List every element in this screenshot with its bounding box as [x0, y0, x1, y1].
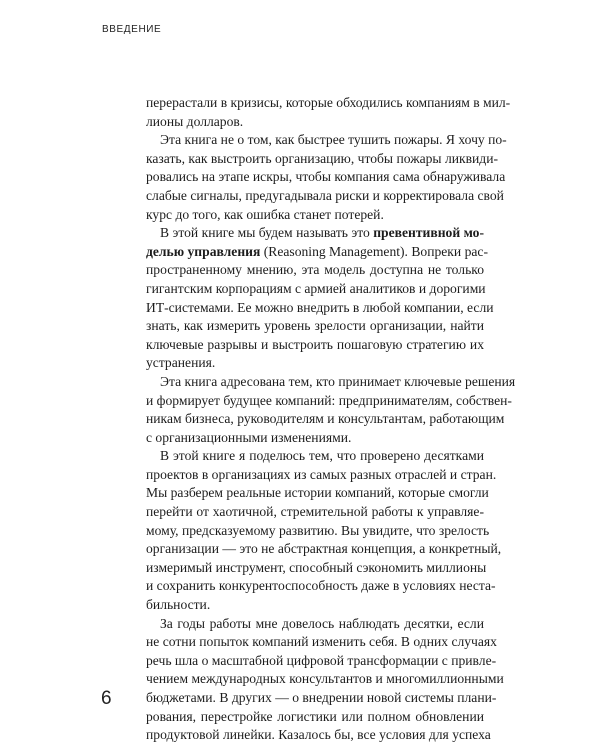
text-line — [146, 224, 484, 243]
text-run: (Reasoning Management). Вопреки рас- — [260, 243, 488, 259]
text-line: слабые сигналы, предугадывала риски и корректировала свой — [146, 187, 504, 203]
text-line: курс до того, как ошибка станет потерей. — [146, 206, 384, 222]
text-line: никам бизнеса, руководителям и консультантам, работающим — [146, 411, 505, 427]
text-line — [146, 243, 488, 262]
paragraph — [146, 131, 507, 224]
text-line: Мы разберем реальные истории компаний, которые смогли — [146, 485, 489, 501]
bold-term: превентивной мо- — [373, 225, 484, 241]
text-line: бильности. — [146, 597, 211, 613]
text-line: ИТ-системами. Ее можно внедрить в любой компании, если — [146, 299, 494, 315]
text-line: Эта книга не о том, как быстрее тушить пожары. Я хочу по- — [160, 132, 507, 148]
text-line: и формирует будущее компаний: предпринимателям, собствен- — [146, 392, 512, 408]
text-line: речь шла о масштабной цифровой трансформации с привле- — [146, 652, 497, 668]
paragraph — [146, 615, 504, 745]
text-line: и сохранить конкурентоспособность даже в условиях неста- — [146, 578, 496, 594]
paragraph — [146, 447, 502, 614]
text-line: перерастали в кризисы, которые обходились компаниям в мил- — [146, 95, 511, 110]
text-line: гигантским корпорациям с армией аналитиков и дорогими — [146, 280, 486, 296]
text-line: измеримый инструмент, способный сэкономить миллионы — [146, 559, 487, 575]
text-line: Эта книга адресована тем, кто принимает ключевые решения — [160, 373, 516, 389]
text-line: казать, как выстроить организацию, чтобы пожары ликвиди- — [146, 150, 499, 166]
bold-term: делью управления — [146, 243, 261, 259]
text-line: пространенному мнению, эта модель доступна не только — [146, 262, 484, 278]
body-text — [146, 94, 516, 745]
text-line: организации — это не абстрактная концепция, а конкретный, — [146, 541, 502, 557]
paragraph — [146, 224, 494, 373]
text-line: мому, предсказуемому развитию. Вы увидите, что зрелость — [146, 522, 490, 538]
text-line: с организационными изменениями. — [146, 429, 352, 445]
text-line: лионы долларов. — [146, 113, 244, 129]
running-head: ВВЕДЕНИЕ — [102, 24, 162, 35]
text-line: чением международных консультантов и многомиллионными — [146, 671, 504, 687]
text-line: проектов в организациях из самых разных отраслей и стран. — [146, 466, 497, 482]
text-line: бюджетами. В других — о внедрении новой системы плани- — [146, 690, 497, 705]
text-line: знать, как измерить уровень зрелости организации, найти — [146, 318, 484, 334]
text-line: рования, перестройке логистики или полном обновлении — [146, 708, 484, 724]
text-line: не сотни попыток компаний изменить себя. В одних случаях — [146, 634, 497, 650]
text-run: В этой книге мы будем называть это — [160, 225, 374, 241]
text-line: продуктовой линейки. Казалось бы, все условия для успеха — [146, 727, 491, 743]
text-line: За годы работы мне довелось наблюдать десятки, если — [160, 615, 484, 631]
text-line: устранения. — [146, 355, 216, 371]
text-line: ключевые разрывы и выстроить пошаговую стратегию их — [146, 336, 484, 352]
paragraph — [146, 373, 516, 447]
paragraph — [146, 94, 511, 131]
text-line: ровались на этапе искры, чтобы компания сама обнаруживала — [146, 169, 506, 185]
text-line: перейти от хаотичной, стремительной работы к управляе- — [146, 504, 484, 520]
text-line: В этой книге я поделюсь тем, что проверено десятками — [160, 448, 484, 464]
page-number: 6 — [101, 688, 112, 709]
